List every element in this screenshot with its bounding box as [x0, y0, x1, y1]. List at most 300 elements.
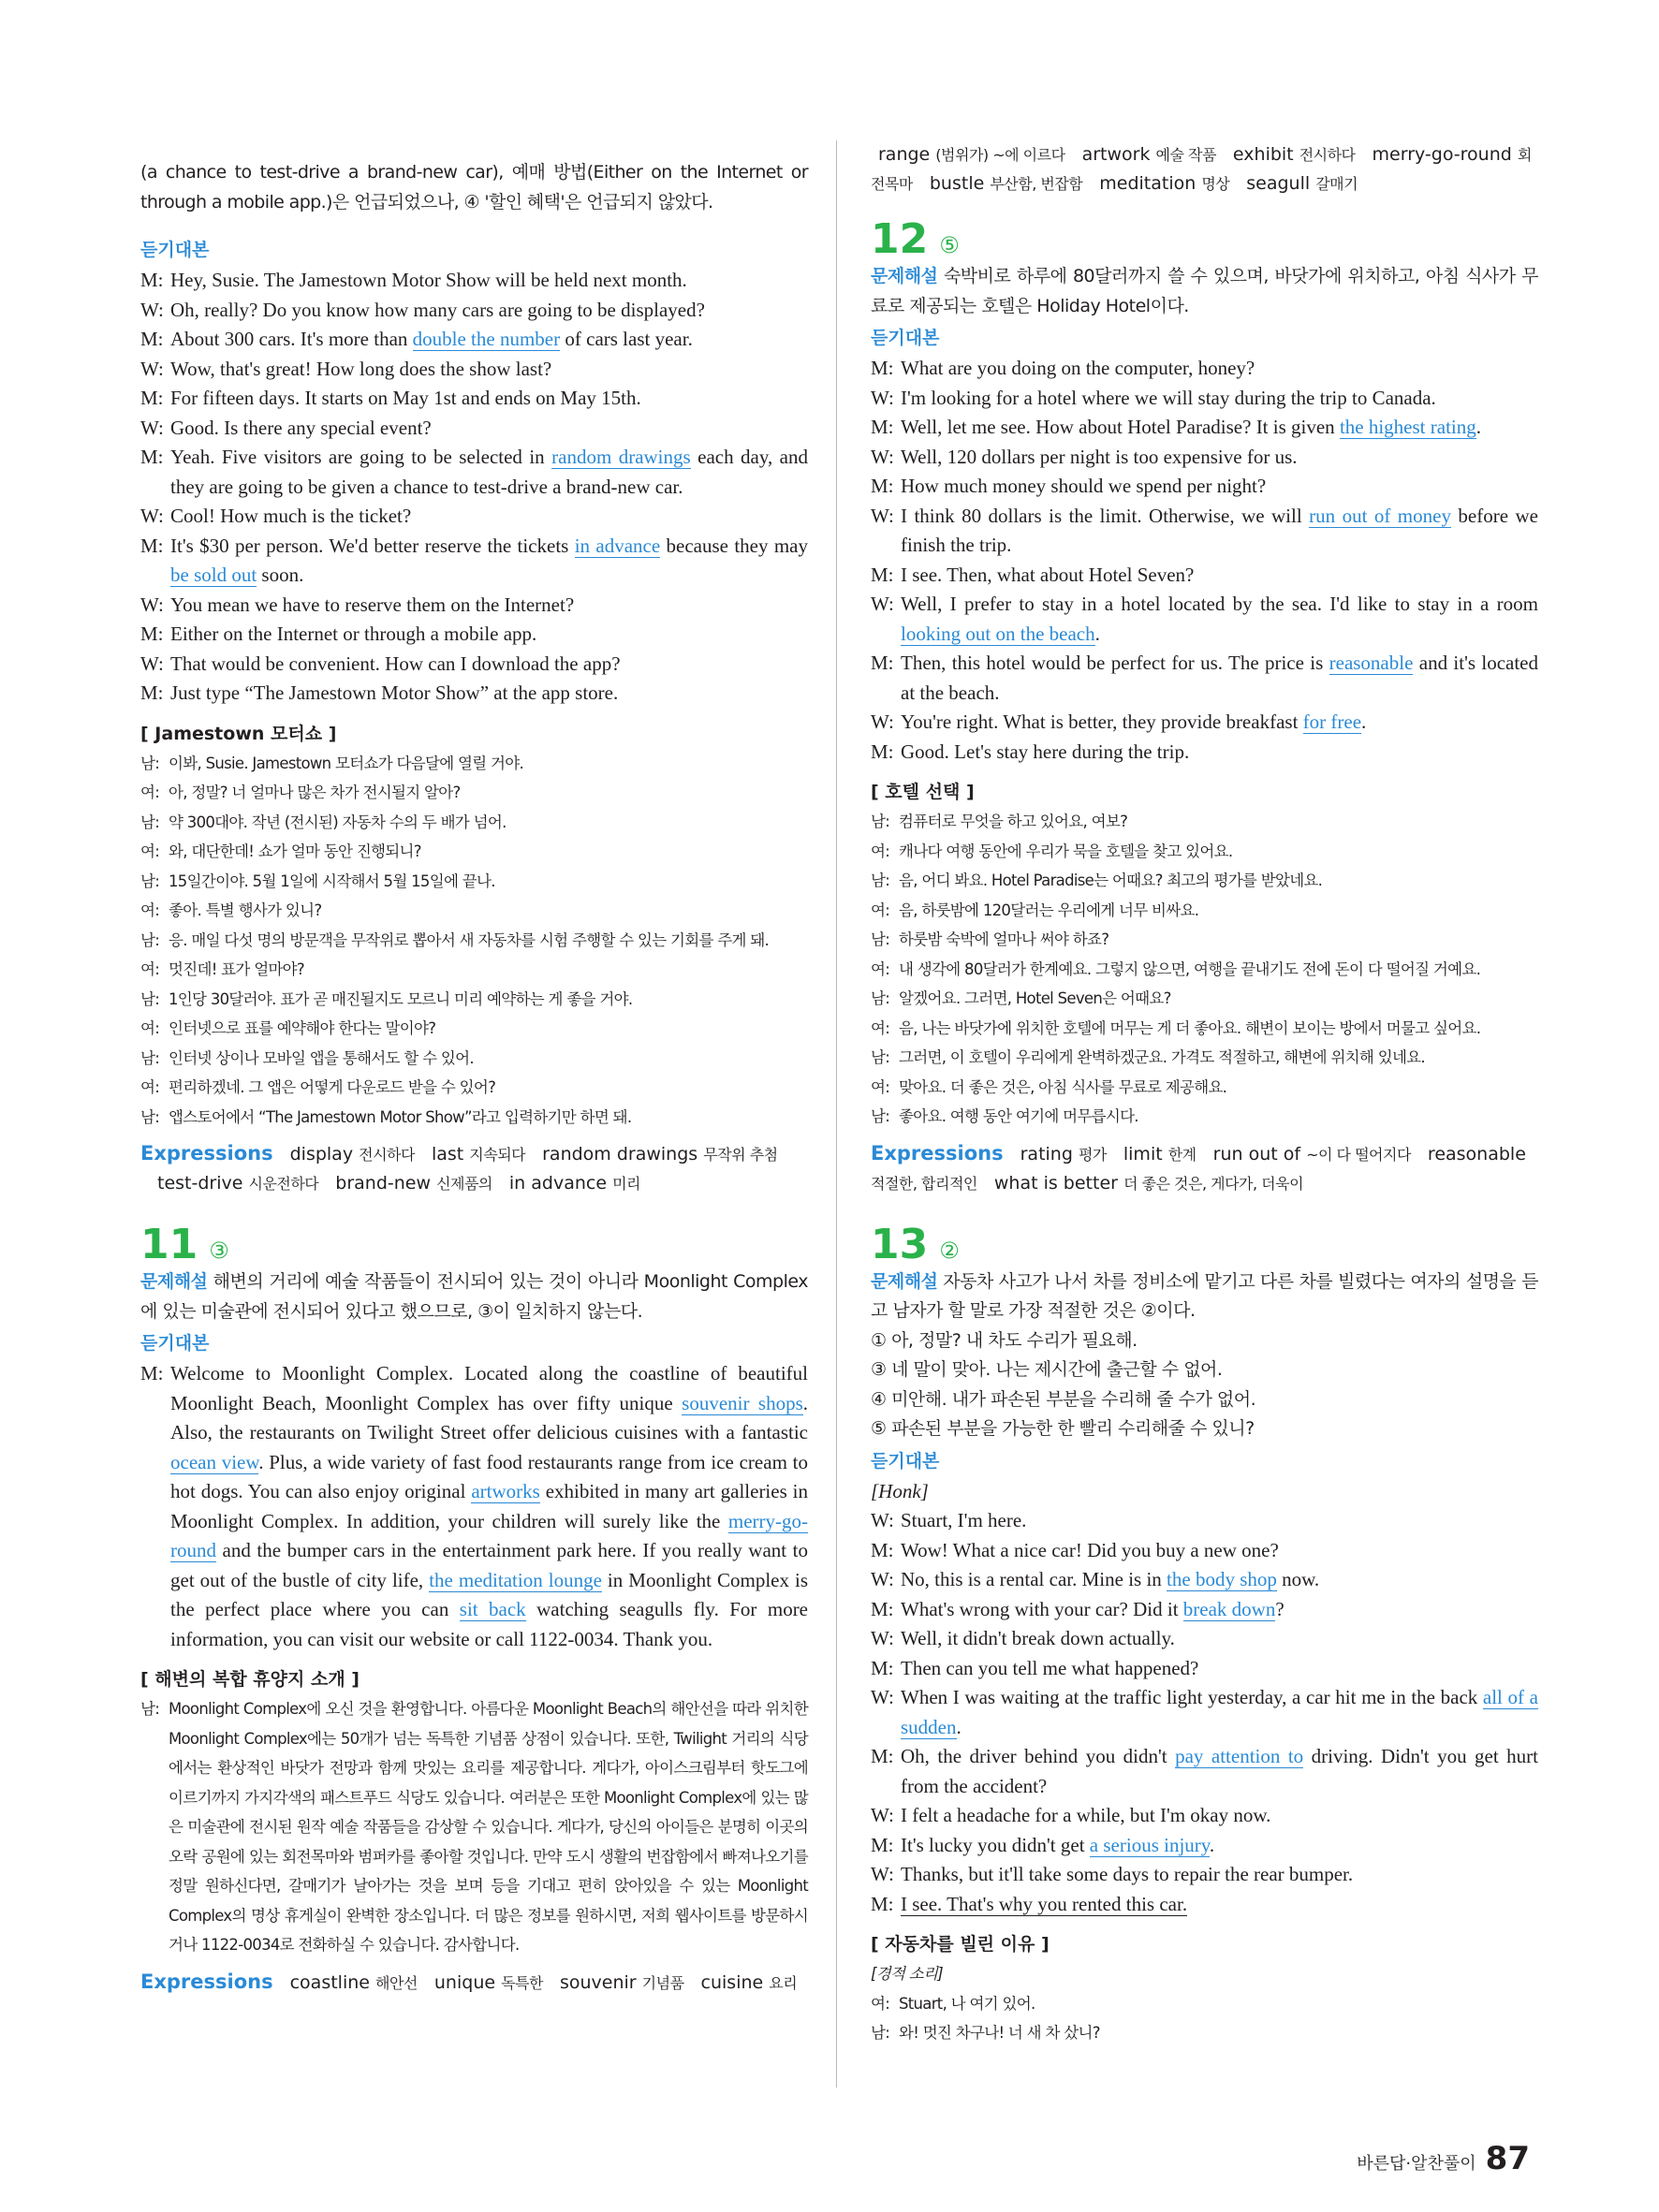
q11-expl-label: 문제해설 [140, 1271, 208, 1292]
q12-script [871, 354, 1538, 767]
speaker-label: W: [871, 386, 894, 409]
key-phrase: souvenir shops [682, 1391, 803, 1414]
q13-options [871, 1326, 1538, 1444]
translation-line [140, 955, 808, 985]
speaker-label: M: [871, 475, 894, 497]
q13-translation-title: [ 자동차를 빌린 이유 ] [871, 1934, 1050, 1955]
dialogue-text [170, 502, 808, 532]
script-text: watching seagulls fly. For more information, you can visit our website or call 1122-0034. Thank you. [170, 1598, 809, 1650]
dialogue-text [901, 1624, 1538, 1654]
script-text: Cool! How much is the ticket? [170, 505, 412, 527]
dialogue-line [140, 502, 808, 532]
dialogue-line [871, 590, 1538, 649]
dialogue-line [140, 384, 808, 414]
dialogue-line [140, 620, 808, 650]
q13-expl-text: 자동차 사고가 나서 차를 정비소에 맡기고 다른 차를 빌렸다는 여자의 설명을 듣고 남자가 할 말로 가장 적절한 것은 ②이다. [871, 1270, 1538, 1321]
translation-text: 아, 정말? 너 얼마나 많은 차가 전시될지 알아? [169, 784, 461, 801]
expression-gloss: 시운전하다 [248, 1175, 319, 1193]
q11-translation-title: [ 해변의 복합 휴양지 소개 ] [140, 1669, 360, 1690]
translation-line [871, 1043, 1538, 1073]
expression-term: seagull [1246, 173, 1311, 194]
q11-answer: ③ [209, 1238, 229, 1264]
speaker-label: M: [871, 740, 894, 763]
script-text: I think 80 dollars is the limit. Otherwise, we will [901, 504, 1310, 527]
speaker-label: W: [140, 298, 164, 321]
translation-line [140, 896, 808, 926]
expression-gloss: 지속되다 [469, 1146, 526, 1164]
translation-line [140, 867, 808, 897]
speaker-label: W: [871, 593, 894, 615]
dialogue-line [871, 649, 1538, 708]
speaker-label: 남: [140, 930, 160, 949]
expression-gloss: 요리 [769, 1973, 798, 1992]
translation-line [871, 1102, 1538, 1132]
expression-term: display [289, 1144, 354, 1165]
q13-script-label: 듣기대본 [871, 1450, 940, 1472]
translation-text: Stuart, 나 여기 있어. [899, 1994, 1035, 2013]
script-text: and it's located at the beach. [901, 652, 1538, 704]
script-text: now. [1276, 1568, 1320, 1590]
dialogue-text [901, 1654, 1538, 1684]
dialogue-line [140, 532, 808, 591]
script-text: before we finish the trip. [901, 504, 1538, 556]
expression-term: merry-go-round [1372, 144, 1512, 165]
speaker-label: 남: [140, 872, 160, 890]
q11-explanation [140, 1267, 808, 1326]
dialogue-text [901, 738, 1538, 768]
speaker-label: W: [871, 504, 894, 527]
speaker-label: W: [140, 652, 164, 675]
translation-line [140, 1014, 808, 1044]
dialogue-line [871, 502, 1538, 561]
translation-line [140, 1073, 808, 1103]
translation-line [140, 926, 808, 956]
script-text: It's $30 per person. We'd better reserve the tickets [170, 534, 575, 557]
script-text: of cars last year. [560, 328, 693, 350]
speaker-label: 여: [871, 1018, 890, 1037]
speaker-label: 남: [140, 989, 160, 1008]
script-text: It's lucky you didn't get [901, 1833, 1090, 1856]
dialogue-text [170, 384, 808, 414]
speaker-label: 남: [871, 872, 890, 889]
key-phrase: pay attention to [1175, 1745, 1304, 1767]
script-text: For fifteen days. It starts on May 1st and ends on May 15th. [170, 387, 641, 409]
key-phrase: run out of money [1309, 504, 1451, 527]
dialogue-text [901, 1683, 1538, 1742]
translation-text: 1인당 30달러야. 표가 곧 매진될지도 모르니 미리 예약하는 게 좋을 거야. [169, 989, 633, 1008]
dialogue-line [871, 1801, 1538, 1831]
speaker-label: 남: [871, 1107, 890, 1125]
dialogue-text [170, 620, 808, 650]
expression-gloss: 해안선 [375, 1973, 418, 1992]
answer-option: ③ 네 말이 맞아. 나는 제시간에 출근할 수 없어. [871, 1359, 1223, 1380]
key-phrase: looking out on the beach [901, 622, 1095, 645]
q11-tr-text: Moonlight Complex에 오신 것을 환영합니다. 아름다운 Moonlight Beach의 해안선을 따라 위치한 Moonlight Complex에는 50개가 넘는 독특한 기념품 상점이 있습니다. 또한, Twilight 거리의 식당에서는 환상적인 바닷가 전망과 함께 맛있는 요리를 제공합니다. 게다가, 아이스크림부터 핫도그에 이르기까지 가지각색의 패스트푸드 식당도 있습니다. 여러분은 또한 Moonlight Complex에 있는 많은 미술관에 전시된 원작 예술 작품들을 감상할 수 있습니다. 게다가, 당신의 아이들은 분명히 이곳의 오락 공원에 있는 회전목마와 범퍼카를 좋아할 것입니다. 만약 도시 생활의 번잡함에서 빠져나오기를 정말 원하신다면, 갈매기가 날아가는 것을 보며 등을 기대고 편히 앉아있을 수 있는 Moonlight Complex의 명상 휴게실이 완벽한 장소입니다. 더 많은 정보를 원하시면, 저희 웹사이트를 방문하시거나 1122-0034로 전화하실 수 있습니다. 감사합니다. [169, 1700, 808, 1954]
dialogue-line [871, 472, 1538, 502]
dialogue-text [901, 1565, 1538, 1595]
translation-text: 캐나다 여행 동안에 우리가 묵을 호텔을 찾고 있어요. [899, 842, 1233, 860]
dialogue-line [871, 561, 1538, 591]
dialogue-text [170, 325, 808, 355]
speaker-label: 여: [140, 1078, 160, 1096]
dialogue-line [871, 708, 1538, 738]
dialogue-text [170, 443, 808, 502]
translation-text: 15일간이야. 5월 1일에 시작해서 5월 15일에 끝나. [169, 872, 495, 890]
dialogue-line [871, 738, 1538, 768]
dialogue-text [170, 591, 808, 621]
expression-term: reasonable [1427, 1143, 1526, 1165]
script-text: . [956, 1715, 962, 1738]
q11-number: 11 [140, 1221, 198, 1268]
dialogue-text [901, 1890, 1538, 1920]
translation-line [871, 955, 1538, 985]
key-phrase: the body shop [1167, 1568, 1277, 1590]
translation-line [871, 807, 1538, 837]
expressions-label: Expressions [140, 1970, 273, 1993]
speaker-label: 여: [140, 960, 160, 978]
expression-term: unique [433, 1971, 496, 1993]
q12-expl-label: 문제해설 [871, 266, 938, 286]
script-text: What's wrong with your car? Did it [901, 1597, 1183, 1620]
dialogue-text [170, 532, 808, 591]
dialogue-text [170, 414, 808, 444]
translation-line [140, 837, 808, 867]
script-text: ? [1275, 1597, 1285, 1620]
translation-line [140, 778, 808, 808]
speaker-label: W: [140, 505, 164, 527]
speaker-label: M: [871, 1833, 894, 1856]
dialogue-line [871, 1654, 1538, 1684]
dialogue-text [901, 561, 1538, 591]
speaker-label: W: [871, 710, 894, 733]
speaker-label: M: [140, 387, 164, 409]
expression-gloss: 예술 작품 [1155, 146, 1216, 164]
expression-gloss: 평가 [1078, 1145, 1107, 1164]
translation-text: 응. 매일 다섯 명의 방문객을 무작위로 뽑아서 새 자동차를 시험 주행할 수 있는 기회를 주게 돼. [169, 930, 770, 949]
expression-gloss: 미리 [612, 1175, 640, 1193]
q11-monologue-text [170, 1359, 808, 1654]
script-text: . [1094, 622, 1100, 645]
translation-line [871, 2018, 1538, 2048]
speaker-label: 남: [871, 813, 890, 830]
key-phrase: reasonable [1329, 652, 1414, 674]
q10-script [140, 266, 808, 709]
expression-term: range [878, 144, 931, 165]
expression-gloss: 신제품의 [436, 1175, 492, 1193]
key-phrase: merry-go-round [170, 1509, 808, 1561]
key-phrase: ocean view [170, 1450, 259, 1473]
expression-term: artwork [1081, 144, 1151, 165]
speaker-label: 여: [871, 901, 890, 919]
expression-term: in advance [508, 1173, 608, 1194]
translation-line [140, 749, 808, 779]
q12-translation-title: [ 호텔 선택 ] [871, 782, 975, 802]
expression-gloss: ~이 다 떨어지다 [1306, 1145, 1411, 1164]
q11-header [140, 1223, 808, 1267]
answer-option: ④ 미안해. 내가 파손된 부분을 수리해 줄 수가 없어. [871, 1388, 1256, 1410]
dialogue-text [901, 649, 1538, 708]
speaker-label: W: [871, 1863, 894, 1885]
script-text: What are you doing on the computer, honey? [901, 357, 1255, 379]
column-divider [836, 140, 837, 2087]
translation-line [871, 1014, 1538, 1044]
speaker-label: 남: [140, 1048, 160, 1067]
speaker-label: 남: [140, 813, 160, 831]
speaker-label: M: [871, 1538, 894, 1561]
answer-option: ⑤ 파손된 부분을 가능한 한 빨리 수리해줄 수 있니? [871, 1418, 1255, 1439]
script-text: You're right. What is better, they provide breakfast [901, 710, 1303, 733]
page-footer [1357, 2140, 1530, 2177]
dialogue-line [871, 354, 1538, 384]
q13-header [871, 1220, 1538, 1268]
q12-explanation [871, 262, 1538, 321]
expression-term: coastline [289, 1971, 370, 1993]
q13-number: 13 [871, 1220, 929, 1268]
translation-text: 인터넷 상이나 모바일 앱을 통해서도 할 수 있어. [169, 1048, 474, 1067]
q12-script-label: 듣기대본 [871, 328, 940, 348]
speaker-label: W: [140, 593, 164, 616]
script-text: exhibited in many art galleries in Moonlight Complex. In addition, your children will surely like the [170, 1480, 808, 1532]
dialogue-text [901, 1831, 1538, 1861]
speaker-label: 여: [140, 784, 160, 801]
speaker-label: 여: [871, 1994, 890, 2013]
speaker-label: 여: [140, 1019, 160, 1037]
speaker-label: W: [871, 445, 894, 468]
speaker-label: 남: [871, 930, 890, 948]
speaker-label: 남: [140, 1107, 160, 1126]
dialogue-text [901, 1742, 1538, 1801]
expression-gloss: 회전목마 [871, 146, 1532, 193]
script-text: Then, this hotel would be perfect for us. The price is [901, 652, 1329, 674]
expression-term: rating [1020, 1143, 1073, 1165]
script-text: Oh, the driver behind you didn't [901, 1745, 1176, 1767]
key-phrase: be sold out [170, 564, 257, 586]
speaker-label: W: [871, 1509, 894, 1531]
script-text: . Also, the restaurants on Twilight Street offer delicious cuisines with a fantastic [170, 1391, 809, 1443]
script-text: . Plus, a wide variety of fast food restaurants range from ice cream to hot dogs. You can also enjoy original [170, 1450, 808, 1502]
key-phrase: double the number [412, 328, 561, 350]
dialogue-text [901, 1506, 1538, 1536]
q13-explanation [871, 1267, 1538, 1326]
dialogue-line [871, 1890, 1538, 1920]
translation-text: 내 생각에 80달러가 한계예요. 그렇지 않으면, 여행을 끝내기도 전에 돈이 다 떨어질 거예요. [899, 960, 1481, 978]
expression-gloss: 전시하다 [359, 1146, 415, 1164]
speaker-label: W: [140, 357, 164, 380]
script-text: Either on the Internet or through a mobile app. [170, 623, 537, 645]
translation-text: 좋아요. 여행 동안 여기에 머무릅시다. [899, 1107, 1138, 1125]
answer-option: ① 아, 정말? 내 차도 수리가 필요해. [871, 1329, 1138, 1351]
q13-expl-label: 문제해설 [871, 1270, 938, 1292]
speaker-label: 남: [140, 754, 160, 772]
expression-term: run out of [1212, 1143, 1301, 1165]
translation-text: 약 300대야. 작년 (전시된) 자동차 수의 두 배가 넘어. [169, 813, 507, 831]
speaker-label: W: [871, 1568, 894, 1590]
dialogue-text [901, 413, 1538, 443]
dialogue-line [140, 355, 808, 385]
q10-script-label: 듣기대본 [140, 240, 210, 260]
dialogue-line [871, 413, 1538, 443]
expression-gloss: (범위가) ~에 이르다 [935, 146, 1065, 164]
dialogue-line [871, 1831, 1538, 1861]
script-text: soon. [257, 564, 304, 586]
expression-term: brand-new [335, 1173, 432, 1194]
expression-term: test-drive [157, 1173, 243, 1194]
speaker-label: 여: [140, 901, 160, 919]
dialogue-line [871, 1565, 1538, 1595]
expression-term: souvenir [559, 1971, 637, 1993]
q11-speaker: M: [140, 1362, 164, 1384]
script-text: No, this is a rental car. Mine is in [901, 1568, 1167, 1590]
script-text: Hey, Susie. The Jamestown Motor Show will be held next month. [170, 269, 687, 291]
expression-term: random drawings [542, 1144, 698, 1165]
script-text: When I was waiting at the traffic light yesterday, a car hit me in the back [901, 1686, 1483, 1708]
translation-line [871, 1989, 1538, 2019]
script-text: Oh, really? Do you know how many cars are going to be displayed? [170, 298, 705, 321]
q11-expressions-continued [871, 140, 1538, 198]
dialogue-line [871, 1536, 1538, 1566]
script-text: Well, let me see. How about Hotel Paradise? It is given [901, 416, 1340, 438]
script-text: Stuart, I'm here. [901, 1509, 1027, 1531]
dialogue-text [901, 1595, 1538, 1625]
speaker-label: 여: [871, 960, 890, 978]
q11-monologue [140, 1359, 808, 1654]
script-text: You mean we have to reserve them on the Internet? [170, 593, 575, 616]
footer-label: 바른답·알찬풀이 [1357, 2154, 1476, 2174]
script-text: I felt a headache for a while, but I'm okay now. [901, 1804, 1271, 1826]
script-text: I see. That's why you rented this car. [901, 1892, 1188, 1915]
speaker-label: M: [871, 1892, 894, 1915]
translation-line [871, 896, 1538, 926]
translation-line [140, 985, 808, 1015]
dialogue-line [140, 443, 808, 502]
translation-text: 이봐, Susie. Jamestown 모터쇼가 다음달에 열릴 거야. [169, 754, 524, 772]
dialogue-line [140, 325, 808, 355]
dialogue-text [901, 354, 1538, 384]
dialogue-line [871, 1860, 1538, 1890]
speaker-label: M: [140, 681, 164, 704]
key-phrase: artworks [471, 1480, 540, 1502]
translation-text: 와, 대단한데! 쇼가 얼마 동안 진행되니? [169, 842, 421, 860]
translation-line [871, 1073, 1538, 1103]
dialogue-text [901, 502, 1538, 561]
translation-text: 컴퓨터로 무엇을 하고 있어요, 여보? [899, 813, 1128, 830]
script-text: I see. Then, what about Hotel Seven? [901, 563, 1195, 586]
dialogue-text [901, 1801, 1538, 1831]
q13-tr-sfx-text: [경적 소리] [871, 1965, 943, 1983]
expression-term: what is better [993, 1172, 1118, 1194]
translation-text: 맞아요. 더 좋은 것은, 아침 식사를 무료로 제공해요. [899, 1077, 1227, 1096]
translation-text: 편리하겠네. 그 앱은 어떻게 다운로드 받을 수 있어? [169, 1078, 496, 1096]
speaker-label: W: [871, 1686, 894, 1708]
dialogue-text [901, 590, 1538, 649]
dialogue-text [901, 443, 1538, 473]
key-phrase: the meditation lounge [429, 1568, 602, 1591]
dialogue-line [140, 650, 808, 680]
script-text: Good. Is there any special event? [170, 416, 432, 439]
script-text: in Moonlight Complex is the perfect place where you can [170, 1568, 808, 1620]
expression-gloss: 명상 [1201, 175, 1230, 193]
script-text: Well, 120 dollars per night is too expensive for us. [901, 445, 1298, 468]
script-text: Well, I prefer to stay in a hotel located by the sea. I'd like to stay in a room [901, 593, 1538, 615]
expression-gloss: 무작위 추첨 [703, 1146, 778, 1164]
translation-text: 좋아. 특별 행사가 있니? [169, 901, 322, 919]
key-phrase: a serious injury [1089, 1833, 1210, 1856]
dialogue-text [170, 650, 808, 680]
key-phrase: the highest rating [1339, 416, 1476, 438]
q11-tr-speaker: 남: [140, 1700, 160, 1718]
dialogue-line [140, 296, 808, 326]
speaker-label: M: [871, 1656, 894, 1679]
key-phrase: random drawings [551, 446, 691, 468]
dialogue-text [901, 1536, 1538, 1566]
speaker-label: M: [140, 446, 164, 468]
q12-expl-text: 숙박비로 하루에 80달러까지 쓸 수 있으며, 바닷가에 위치하고, 아침 식사가 무료로 제공되는 호텔은 Holiday Hotel이다. [871, 266, 1538, 316]
translation-text: 음, 나는 바닷가에 위치한 호텔에 머무는 게 더 좋아요. 해변이 보이는 방에서 머물고 싶어요. [899, 1018, 1481, 1037]
dialogue-text [170, 266, 808, 296]
dialogue-line [140, 591, 808, 621]
q11-translation [140, 1694, 808, 1960]
translation-line [871, 984, 1538, 1014]
speaker-label: 여: [140, 842, 160, 860]
dialogue-line [140, 679, 808, 709]
q10-translation-title: [ Jamestown 모터쇼 ] [140, 723, 337, 744]
script-text: Good. Let's stay here during the trip. [901, 740, 1190, 763]
speaker-label: M: [871, 357, 894, 379]
translation-text: 와! 멋진 차구나! 너 새 차 샀니? [899, 2024, 1100, 2042]
expression-term: exhibit [1232, 144, 1294, 165]
expression-gloss: 독특한 [501, 1973, 543, 1992]
script-text: Welcome to Moonlight Complex. Located along the coastline of beautiful Moonlight Beach, Moonlight Complex has over fifty unique [170, 1362, 808, 1414]
q11-script-label: 듣기대본 [140, 1333, 210, 1354]
script-text: Then can you tell me what happened? [901, 1656, 1199, 1679]
translation-line [140, 1044, 808, 1074]
expression-term: limit [1123, 1143, 1163, 1165]
translation-text: 그러면, 이 호텔이 우리에게 완벽하겠군요. 가격도 적절하고, 해변에 위치해 있네요. [899, 1048, 1425, 1066]
speaker-label: W: [871, 1627, 894, 1649]
q12-number: 12 [871, 215, 929, 263]
translation-line [871, 866, 1538, 896]
expression-gloss: 더 좋은 것은, 게다가, 더욱이 [1123, 1174, 1304, 1193]
speaker-label: 여: [871, 1077, 890, 1096]
script-text: Just type “The Jamestown Motor Show” at the app store. [170, 681, 619, 704]
script-text: Well, it didn't break down actually. [901, 1627, 1175, 1649]
dialogue-line [871, 1624, 1538, 1654]
speaker-label: M: [871, 1597, 894, 1620]
expression-gloss: 한계 [1167, 1145, 1197, 1164]
expression-gloss: 적절한, 합리적인 [871, 1174, 977, 1193]
expression-gloss: 기념품 [641, 1973, 684, 1992]
translation-text: 하룻밤 숙박에 얼마나 써야 하죠? [899, 930, 1109, 948]
left-column [140, 140, 808, 1998]
dialogue-line [140, 414, 808, 444]
expression-term: meditation [1099, 173, 1197, 194]
q10-translation [140, 749, 808, 1133]
expression-term: bustle [929, 173, 985, 194]
key-phrase: sit back [459, 1598, 526, 1620]
translation-line [871, 837, 1538, 867]
speaker-label: 남: [871, 1048, 890, 1066]
script-text: Yeah. Five visitors are going to be selected in [170, 446, 552, 468]
key-phrase: for free [1302, 710, 1362, 733]
q13-answer: ② [939, 1237, 960, 1264]
q13-translation [871, 1989, 1538, 2048]
script-text: Thanks, but it'll take some days to repair the rear bumper. [901, 1863, 1354, 1885]
speaker-label: M: [140, 623, 164, 645]
q10-intro: (a chance to test-drive a brand-new car), 예매 방법(Either on the Internet or through a mobile app.)은 언급되었으나, ④ '할인 혜택'은 언급되지 않았다. [140, 162, 808, 212]
script-text: . [1209, 1833, 1215, 1856]
translation-line [140, 1103, 808, 1133]
dialogue-text [170, 296, 808, 326]
